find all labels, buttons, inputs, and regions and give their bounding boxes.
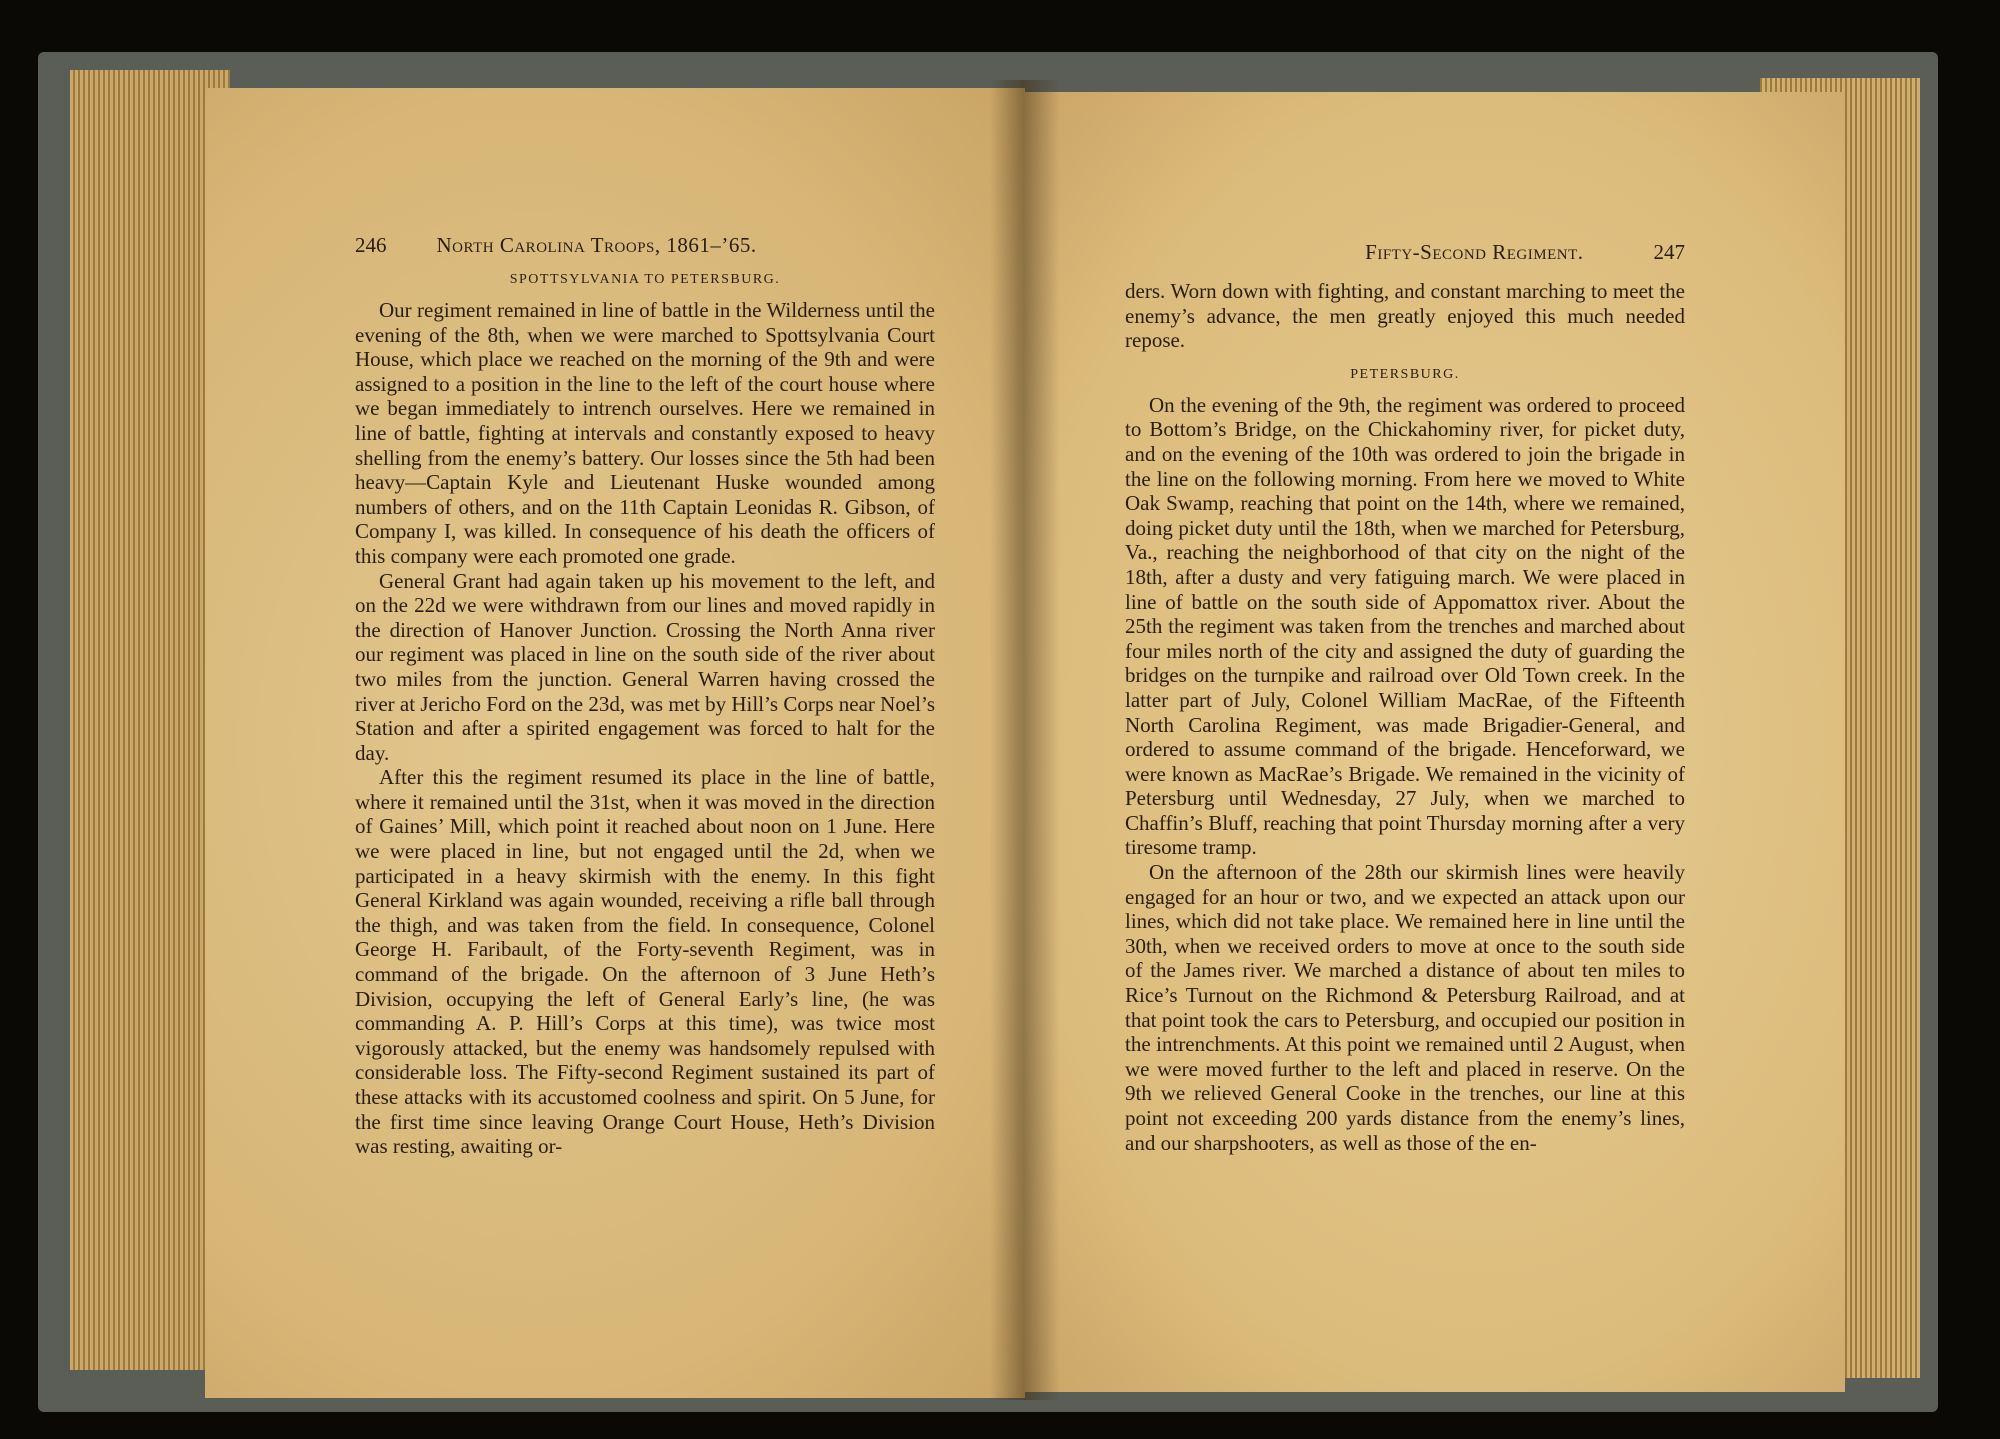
book-gutter <box>990 80 1060 1400</box>
left-paragraph-1: Our regiment remained in line of battle in the Wilderness until the evening of the 8th, when we were marched to Spottsylvania Court House, which place we reached on the morning of the 9th and were assigned to a position in the line to the left of the court house where we began immediately to intrench ourselves. Here we remained in line of battle, fighting at intervals and constantly exposed to heavy shelling from the enemy’s battery. Our losses since the 5th had been heavy—Captain Kyle and Lieutenant Huske wounded among numbers of others, and on the 11th Captain Leonidas R. Gibson, of Company I, was killed. In consequence of his death the officers of this company were each promoted one grade. <box>355 298 935 568</box>
left-page-number: 246 <box>355 233 387 257</box>
left-paragraph-2: General Grant had again taken up his movement to the left, and on the 22d we were withdrawn from our lines and moved rapidly in the direction of Hanover Junction. Crossing the North Anna river our regiment was placed in line on the south side of the river about two miles from the junction. General Warren having crossed the river at Jericho Ford on the 23d, was met by Hill’s Corps near Noel’s Station and after a spirited engagement was forced to halt for the day. <box>355 568 935 765</box>
right-continuation-paragraph: ders. Worn down with fighting, and constant marching to meet the enemy’s advance, the men greatly enjoyed this much needed repose. <box>1125 279 1685 353</box>
right-section-heading: PETERSBURG. <box>1350 366 1460 382</box>
left-running-title: North Carolina Troops, 1861–’65. <box>436 233 757 257</box>
left-running-head <box>355 233 935 258</box>
right-paragraph-1: On the evening of the 9th, the regiment was ordered to proceed to Bottom’s Bridge, on the Chickahominy river, for picket duty, and on the evening of the 10th was ordered to join the brigade in the line on the following morning. From here we moved to White Oak Swamp, reaching that point on the 14th, where we remained, doing picket duty until the 18th, when we marched for Petersburg, Va., reaching the neighborhood of that city on the night of the 18th, after a dusty and very fatiguing march. We were placed in line of battle on the south side of Appomattox river. About the 25th the regiment was taken from the trenches and marched about four miles north of the city and assigned the duty of guarding the bridges on the turnpike and railroad over Old Town creek. In the latter part of July, Colonel William MacRae, of the Fifteenth North Carolina Regiment, was made Brigadier-General, and ordered to assume command of the brigade. Henceforward, we were known as MacRae’s Brigade. We remained in the vicinity of Petersburg until Wednesday, 27 July, when we marched to Chaffin’s Bluff, reaching that point Thursday morning after a very tiresome tramp. <box>1125 392 1685 860</box>
right-page-number: 247 <box>1653 240 1685 264</box>
right-page <box>1020 92 1845 1392</box>
left-section-heading: SPOTTSYLVANIA TO PETERSBURG. <box>509 272 781 287</box>
left-paragraph-3: After this the regiment resumed its place in the line of battle, where it remained until the 31st, when it was moved in the direction of Gaines’ Mill, which point it reached about noon on 1 June. Here we were placed in line, but not engaged until the 2d, when we participated in a heavy skirmish with the enemy. In this fight General Kirkland was again wounded, receiving a rifle ball through the thigh, and was taken from the field. In consequence, Colonel George H. Faribault, of the Forty-seventh Regiment, was in command of the brigade. On the afternoon of 3 June Heth’s Division, occupying the left of General Early’s line, (he was commanding A. P. Hill’s Corps at this time), was twice most vigorously attacked, but the enemy was handsomely repulsed with considerable loss. The Fifty-second Regiment sustained its part of these attacks with its accustomed coolness and spirit. On 5 June, for the first time since leaving Orange Court House, Heth’s Division was resting, awaiting or- <box>355 765 935 1159</box>
right-running-head <box>1125 240 1685 265</box>
right-paragraph-2: On the afternoon of the 28th our skirmish lines were heavily engaged for an hour or two, and we expected an attack upon our lines, which did not take place. We remained here in line until the 30th, when we received orders to move at once to the south side of the James river. We marched a distance of about ten miles to Rice’s Turnout on the Richmond & Petersburg Railroad, and at that point took the cars to Petersburg, and occupied our position in the intrenchments. At this point we remained until 2 August, when we were moved further to the left and placed in reserve. On the 9th we relieved General Cooke in the trenches, our line at this point not exceeding 200 yards distance from the enemy’s lines, and our sharpshooters, as well as those of the en- <box>1125 860 1685 1155</box>
left-page <box>205 88 1025 1398</box>
right-running-title: Fifty-Second Regiment. <box>1365 240 1584 264</box>
